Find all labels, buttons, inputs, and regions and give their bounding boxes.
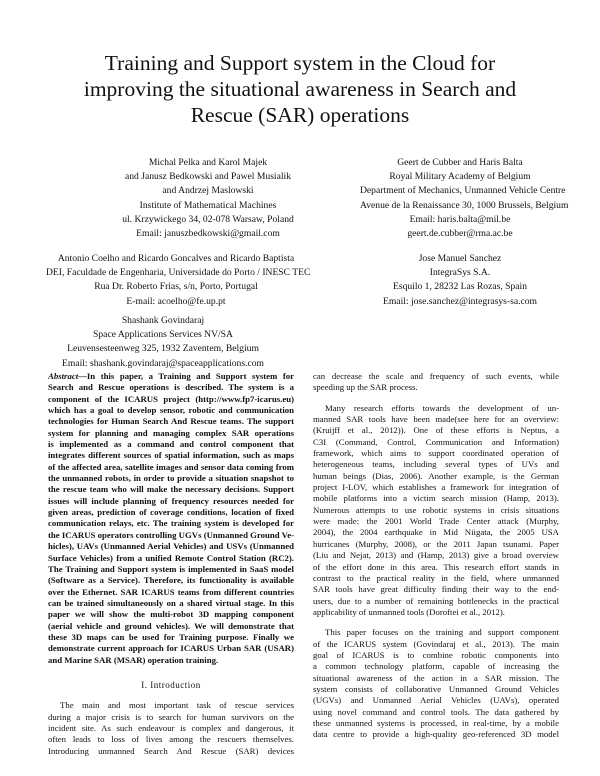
abstract-line: these 3D maps can be used for Training purpose. Finally we [48, 631, 294, 642]
author-line: and Andrzej Maslowski [162, 185, 254, 197]
abstract-line: and Marine SAR (MSAR) operation training. [48, 654, 219, 665]
abstract-line: can be trained simultaneously on a shared virtual stage. In this [48, 597, 294, 608]
left-column [48, 371, 294, 757]
abstract-line: given areas, prediction of coverage conditions, location of fixed [48, 507, 294, 518]
paragraph-icarus [313, 627, 559, 740]
body-line: project I-LOV, which establishes a framework for integration of [313, 482, 559, 493]
body-line: system consists of collaborative Unmanned Ground Vehicles [313, 683, 559, 694]
author-line: Shashank Govindaraj [121, 315, 205, 326]
body-line: manned SAR tools have been made(see here for an overview: [313, 414, 559, 425]
author-line: and Janusz Bedkowski and Pawel Musialik [124, 171, 291, 183]
email-line: Email: jose.sanchez@integrasys-sa.com [382, 295, 538, 307]
address-line: Esquilo 1, 28232 Las Rozas, Spain [392, 281, 528, 293]
body-line: (UGVs) and Unmanned Aerial Vehicles (UAVs), operated [313, 695, 559, 706]
abstract-line: demonstrate current approach for ICARUS Urban SAR (USAR) [48, 643, 294, 654]
email-line: Email: haris.balta@mil.be [409, 213, 511, 225]
body-line: were made: the 2001 World Trade Center attack (Murphy, [313, 516, 559, 527]
body-line: hurricanes (Murphy, 2008), or the 2011 Japan tsunami. Paper [313, 538, 559, 549]
department-line: Department of Mechanics, Unmanned Vehicle Centre [360, 185, 566, 197]
body-line: human beings (Dias, 2006). Another example, is the German [313, 470, 559, 481]
abstract-line: issues will include planning of frequency resources needed for [48, 495, 294, 506]
body-line: (Kruijff et al., 2012)). One of these efforts is Neptus, a [313, 425, 559, 436]
abstract-line: of the affected area, satellite images and sensor data coming from [48, 461, 294, 472]
author-line: Antonio Coelho and Ricardo Goncalves and Ricardo Baptista [57, 253, 295, 264]
intro-line: The main and most important task of rescue services [60, 700, 294, 711]
body-line: SAR tools have great difficulty finding their way to the end- [313, 584, 559, 595]
body-line: speeding up the SAR process. [313, 382, 418, 393]
author-line: Michal Pelka and Karol Majek [148, 157, 268, 168]
abstract [48, 371, 294, 666]
abstract-line: the unmanned robots, in order to provide a situation snapshot to [48, 473, 294, 484]
affiliation-sas [40, 314, 286, 371]
body-line: using novel command and control tools. The data gathered by [313, 706, 559, 717]
abstract-line: hicles), UAVs (Unmanned Aerial Vehicles) and USVs (Unmanned [48, 541, 294, 552]
affiliation-porto [46, 252, 311, 309]
abstract-line: over the Ethernet. SAR ICARUS teams from different countries [48, 586, 294, 597]
body-line: heterogeneous teams, including several types of UVs and [313, 459, 559, 470]
institution-line: Institute of Mathematical Machines [139, 199, 277, 211]
abstract-line: technologies for Human Search And Rescue teams. The support [48, 416, 294, 427]
abstract-line: —In this paper, a Training and Support system for [78, 371, 294, 381]
affiliation-imm [108, 156, 308, 241]
body-line: 2004), the 2004 earthquake in Mid Niigata, the 2005 USA [313, 527, 559, 538]
address-line: Rua Dr. Roberto Frias, s/n, Porto, Portugal [94, 281, 258, 293]
abstract-line: paper we will show the multi-robot 3D mapping component [48, 609, 294, 620]
email-line: E-mail: acoelho@fe.up.pt [126, 295, 226, 307]
right-column [313, 371, 559, 741]
abstract-line: the rescue team who will make the necessary decisions. Support [48, 484, 294, 495]
author-line: Geert de Cubber and Haris Balta [397, 157, 523, 168]
address-line: Leuvensesteenweg 325, 1932 Zaventem, Belgium [67, 343, 259, 355]
abstract-line: which has a goal to develop sensor, robotic and communication [48, 405, 294, 416]
section-heading-introduction: I. Introduction [141, 679, 201, 690]
institution-line: DEI, Faculdade de Engenharia, Universidade do Porto / INESC TEC [46, 267, 311, 279]
abstract-line: component of the ICARUS project (http://www.fp7-icarus.eu) [48, 393, 294, 404]
author-line: Jose Manuel Sanchez [418, 253, 502, 264]
email-line: Email: shashank.govindaraj@spaceapplications.com [62, 357, 264, 369]
body-line: goal of ICARUS is to combine robotic components into [313, 649, 559, 660]
body-line: This paper focuses on the training and support component [325, 627, 559, 638]
address-line: ul. Krzywickego 34, 02-078 Warsaw, Poland [122, 213, 294, 225]
abstract-line: (aerial vehicle and ground vehicles). We will demonstrate that [48, 620, 294, 631]
body-line: C3I (Command, Control, Communication and Information) [313, 436, 559, 447]
affiliation-rma [360, 156, 569, 241]
abstract-label: Abstract [48, 371, 79, 381]
intro-line: during a major crisis is to search for human survivors on the [48, 711, 294, 722]
address-line: Avenue de la Renaissance 30, 1000 Brussels, Belgium [360, 199, 569, 211]
abstract-line: the ICARUS operators controlling UGVs (Unmanned Ground Ve- [48, 529, 294, 540]
intro-line: Introducing unmanned Search And Rescue (SAR) devices [48, 745, 294, 756]
title-line: improving the situational awareness in Search and [83, 77, 517, 101]
paragraph-continuation [313, 371, 559, 394]
body-line: can decrease the scale and frequency of such events, while [313, 371, 559, 381]
body-line: these unmanned systems is processed, in real-time, by a mobile [313, 717, 559, 728]
title-line: Training and Support system in the Cloud for [104, 51, 496, 75]
body-line: Numerous attempts to use robotic systems in crisis situations [313, 504, 559, 515]
title-line: Rescue (SAR) operations [190, 103, 410, 127]
body-line: a common technology platform, capable of increasing the [313, 661, 559, 672]
intro-line: incident site. As such endeavour is complex and dangerous, it [48, 722, 294, 733]
abstract-line: (Software as a Service). Therefore, its functionality is available [48, 575, 294, 586]
paper-title [40, 50, 560, 128]
body-line: (Liu and Nejat, 2013) and (Hamp, 2013) give a broad overview [313, 550, 559, 561]
abstract-line: system for planning and managing complex SAR operations [48, 427, 294, 438]
abstract-line: is implemented as a command and control component that [48, 439, 294, 450]
body-line: contrast to the practical reality in the field, where unmanned [313, 572, 559, 583]
body-line: framework, which aims to support coordinated operation of [313, 448, 559, 459]
paragraph-related-work [313, 403, 559, 619]
body-line: of the effort done in this area. This research effort stands in [313, 561, 559, 572]
body-line: users, due to a number of remaining bottlenecks in the practical [313, 595, 559, 606]
body-line: mobile platforms into a victim search mission (Hamp, 2013). [313, 493, 559, 504]
email-line: geert.de.cubber@rma.ac.be [407, 228, 513, 240]
abstract-line: integrates different sources of spatial information, such as maps [48, 450, 294, 461]
intro-line: often leads to loss of lives among the rescuers themselves. [48, 734, 294, 745]
body-line: of the ICARUS system (Govindaraj et al., 2013). The main [313, 638, 559, 649]
body-line: applicability of unmanned tools (Doroftei et al., 2012). [313, 606, 505, 617]
email-line: Email: januszbedkowski@gmail.com [136, 228, 280, 240]
institution-line: Royal Military Academy of Belgium [389, 171, 531, 183]
abstract-line: Search and Rescue operations is described. The system is a [48, 382, 294, 393]
affiliation-integrasys [368, 252, 552, 309]
abstract-line: The Training and Support system is implemented in SaaS model [48, 563, 294, 574]
abstract-line: communication relays, etc. The training system is developed for [48, 518, 294, 529]
body-line: situational awareness of the action in a SAR mission. The [313, 672, 559, 683]
abstract-line: Surface Vehicles) from a unified Remote Control Station (RC2). [48, 552, 294, 563]
body-line: Many research efforts towards the development of un- [325, 402, 559, 413]
institution-line: Space Applications Services NV/SA [93, 329, 233, 341]
introduction-paragraph [48, 700, 294, 757]
body-line: data centre to provide a high-quality geo-referenced 3D model [313, 729, 559, 740]
institution-line: IntegraSys S.A. [429, 267, 491, 279]
